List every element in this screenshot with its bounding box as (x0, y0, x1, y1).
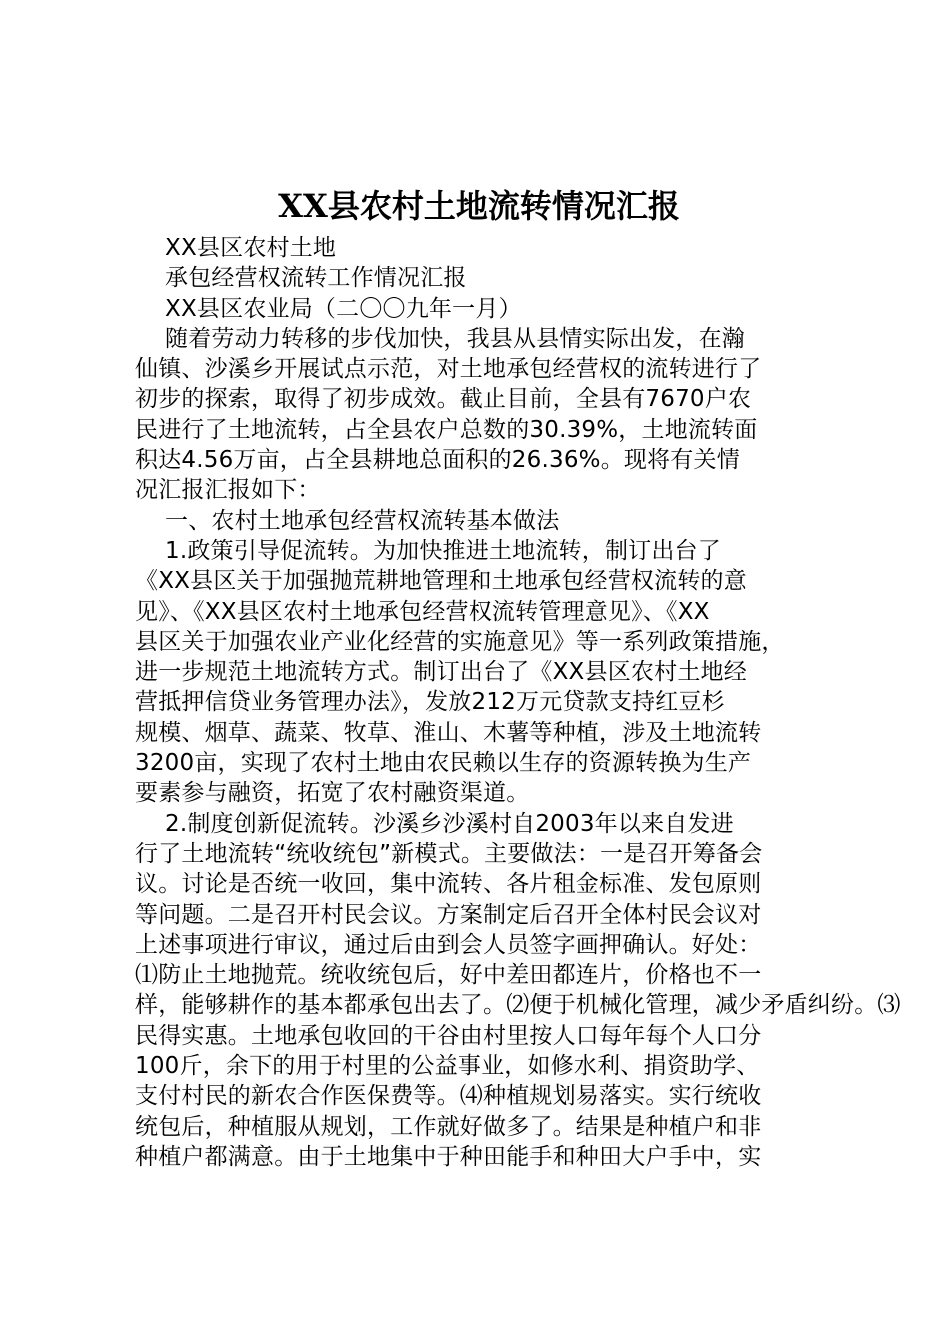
text-line: 3200亩，实现了农村土地由农民赖以生存的资源转换为生产 (135, 750, 752, 777)
text-line: 民进行了土地流转，占全县农户总数的30.39%，土地流转面 (135, 416, 758, 443)
text-line: 上述事项进行审议，通过后由到会人员签字画押确认。好处： (135, 931, 762, 958)
text-line: ⑴防止土地抛荒。统收统包后，好中差田都连片，价格也不一 (135, 962, 762, 989)
text-line: 积达4.56万亩，占全县耕地总面积的26.36%。现将有关情 (135, 447, 740, 474)
text-line: 要素参与融资，拓宽了农村融资渠道。 (135, 780, 530, 807)
text-line: XX县区农村土地 (165, 235, 337, 261)
text-line: 2.制度创新促流转。沙溪乡沙溪村自2003年以来自发进 (165, 810, 734, 837)
text-line: 100斤，余下的用于村里的公益事业，如修水利、捐资助学、 (135, 1053, 760, 1080)
text-line: 种植户都满意。由于土地集中于种田能手和种田大户手中，实 (135, 1143, 762, 1170)
text-line: 仙镇、沙溪乡开展试点示范，对土地承包经营权的流转进行了 (135, 356, 762, 383)
text-line: 样，能够耕作的基本都承包出去了。⑵便于机械化管理，减少矛盾纠纷。⑶ (135, 992, 901, 1019)
text-line: 行了土地流转“统收统包”新模式。主要做法：一是召开筹备会 (135, 840, 763, 867)
text-line: 规模、烟草、蔬菜、牧草、淮山、木薯等种植，涉及土地流转 (135, 719, 762, 746)
text-line: 《XX县区关于加强抛荒耕地管理和土地承包经营权流转的意 (135, 568, 747, 595)
text-line: 民得实惠。土地承包收回的干谷由村里按人口每年每个人口分 (135, 1022, 762, 1049)
text-line: 统包后，种植服从规划，工作就好做多了。结果是种植户和非 (135, 1113, 762, 1140)
text-line: 初步的探索，取得了初步成效。截止目前，全县有7670户农 (135, 386, 752, 413)
text-line: 随着劳动力转移的步伐加快，我县从县情实际出发，在瀚 (165, 325, 745, 352)
text-line: 县区关于加强农业产业化经营的实施意见》等一系列政策措施， (135, 628, 785, 655)
document-title: XX县农村土地流转情况汇报 (278, 187, 680, 225)
text-line: 支付村民的新农合作医保费等。⑷种植规划易落实。实行统收 (135, 1083, 762, 1110)
text-line: 况汇报汇报如下： (135, 477, 321, 504)
document-body (135, 233, 950, 1172)
text-line: 进一步规范土地流转方式。制订出台了《XX县区农村土地经 (135, 659, 747, 686)
text-line: 等问题。二是召开村民会议。方案制定后召开全体村民会议对 (135, 901, 762, 928)
text-line: XX县区农业局（二〇〇九年一月） (165, 295, 522, 322)
text-line: 承包经营权流转工作情况汇报 (165, 265, 467, 292)
text-line: 见》、《XX县区农村土地承包经营权流转管理意见》、《XX (135, 598, 710, 625)
text-line: 营抵押信贷业务管理办法》，发放212万元贷款支持红豆杉 (135, 689, 725, 716)
text-line: 议。讨论是否统一收回，集中流转、各片租金标准、发包原则 (135, 871, 762, 898)
section-heading: 一、农村土地承包经营权流转基本做法 (165, 507, 560, 534)
text-line: 1.政策引导促流转。为加快推进土地流转，制订出台了 (165, 537, 721, 564)
